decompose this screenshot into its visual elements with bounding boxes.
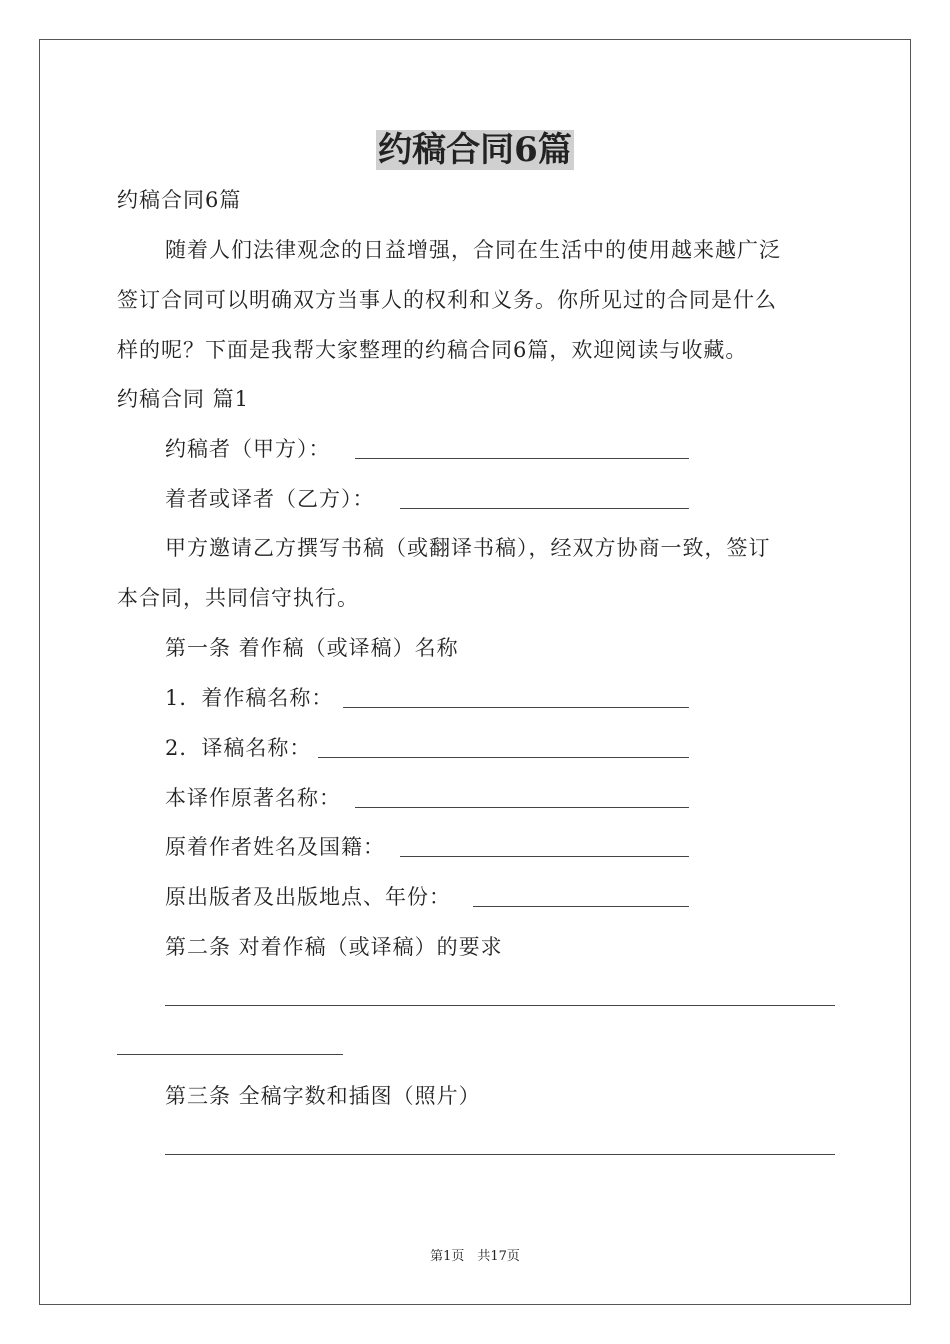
field-translation-name: 2．译稿名称：: [165, 736, 312, 760]
field-original-name: 本译作原著名称：: [165, 786, 341, 810]
original-publisher-blank: [473, 906, 689, 907]
section-heading: 约稿合同 篇1: [117, 387, 250, 411]
field-original-author: 原着作者姓名及国籍：: [165, 835, 385, 859]
party-a-label: 约稿者（甲方）：: [165, 437, 331, 461]
party-a-blank: [355, 458, 689, 459]
article1-title: 第一条 着作稿（或译稿）名称: [165, 636, 459, 660]
intro-line-1: 随着人们法律观念的日益增强，合同在生活中的使用越来越广泛: [165, 238, 781, 262]
document-subtitle: 约稿合同6篇: [117, 188, 242, 212]
party-b-blank: [400, 508, 689, 509]
field-work-name: 1．着作稿名称：: [165, 686, 334, 710]
article3-blank: [165, 1154, 835, 1155]
intro-line-3: 样的呢？下面是我帮大家整理的约稿合同6篇，欢迎阅读与收藏。: [117, 338, 748, 362]
article2-blank-2: [117, 1054, 343, 1055]
agreement-line-2: 本合同，共同信守执行。: [117, 586, 359, 610]
agreement-line-1: 甲方邀请乙方撰写书稿（或翻译书稿），经双方协商一致，签订: [165, 536, 771, 560]
article2-title: 第二条 对着作稿（或译稿）的要求: [165, 935, 503, 959]
document-title-text: 约稿合同6篇: [378, 130, 572, 170]
work-name-blank: [343, 707, 689, 708]
party-b-label: 着者或译者（乙方）：: [165, 487, 375, 511]
field-original-publisher: 原出版者及出版地点、年份：: [165, 885, 451, 909]
original-author-blank: [400, 856, 689, 857]
translation-name-blank: [318, 757, 689, 758]
page-border: [39, 39, 911, 1305]
intro-line-2: 签订合同可以明确双方当事人的权利和义务。你所见过的合同是什么: [117, 288, 777, 312]
page-footer: 第1页 共17页: [430, 1249, 520, 1264]
original-name-blank: [355, 807, 689, 808]
article3-title: 第三条 全稿字数和插图（照片）: [165, 1084, 481, 1108]
article2-blank-1: [165, 1005, 835, 1006]
document-title: [0, 124, 950, 176]
